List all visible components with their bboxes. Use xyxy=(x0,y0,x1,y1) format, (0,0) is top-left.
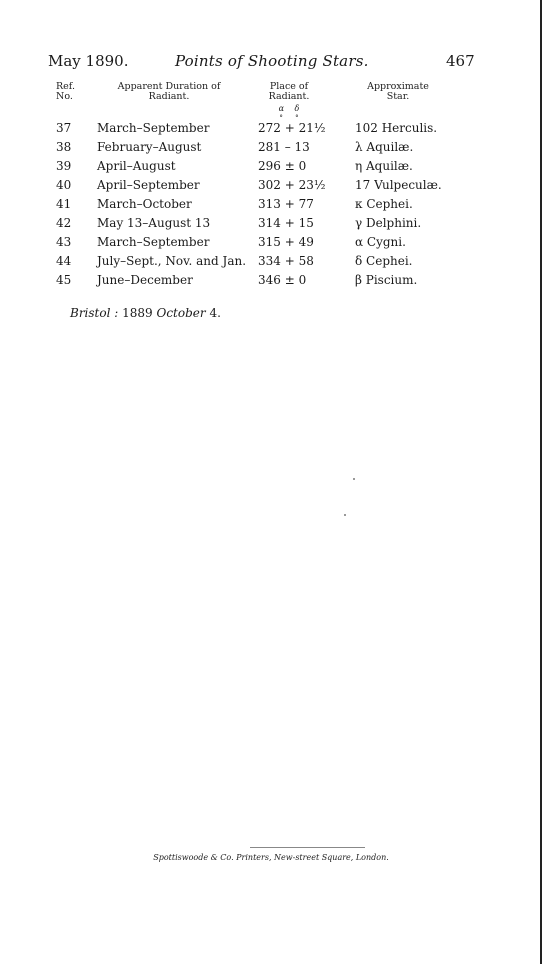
cell-duration: March–September xyxy=(97,121,210,135)
cell-place: 296 ± 0 xyxy=(258,159,307,173)
cell-star: 17 Vulpeculæ. xyxy=(355,178,442,192)
cell-duration: April–August xyxy=(97,159,176,173)
signature-year: 1889 xyxy=(122,306,153,320)
cell-star: κ Cephei. xyxy=(355,197,413,211)
cell-place: 314 + 15 xyxy=(258,216,314,230)
col-header-duration: Apparent Duration of Radiant. xyxy=(117,81,221,102)
table-row xyxy=(0,235,542,254)
table-row xyxy=(0,197,542,216)
col-subheader-degrees: ° ° xyxy=(279,114,299,122)
cell-star: λ Aquilæ. xyxy=(355,140,414,154)
cell-place: 315 + 49 xyxy=(258,235,314,249)
cell-ref: 42 xyxy=(56,216,72,230)
cell-ref: 38 xyxy=(56,140,72,154)
cell-place: 334 + 58 xyxy=(258,254,314,268)
cell-duration: April–September xyxy=(97,178,200,192)
cell-ref: 40 xyxy=(56,178,72,192)
cell-star: α Cygni. xyxy=(355,235,406,249)
col-header-ref: Ref. No. xyxy=(56,81,75,102)
table-row xyxy=(0,121,542,140)
table-row xyxy=(0,178,542,197)
cell-place: 313 + 77 xyxy=(258,197,314,211)
cell-duration: June–December xyxy=(97,273,193,287)
cell-place: 281 – 13 xyxy=(258,140,310,154)
cell-ref: 44 xyxy=(56,254,72,268)
cell-duration: March–September xyxy=(97,235,210,249)
printer-imprint: Spottiswoode & Co. Printers, New-street Square, London. xyxy=(153,853,389,862)
paper-speck xyxy=(353,478,355,480)
cell-ref: 43 xyxy=(56,235,72,249)
cell-star: η Aquilæ. xyxy=(355,159,413,173)
paper-speck xyxy=(344,514,346,516)
table-row xyxy=(0,140,542,159)
cell-ref: 45 xyxy=(56,273,72,287)
table-row xyxy=(0,216,542,235)
cell-star: γ Delphini. xyxy=(355,216,422,230)
col-subheader-alpha-delta: α δ xyxy=(278,104,300,113)
cell-duration: March–October xyxy=(97,197,192,211)
table-row xyxy=(0,254,542,273)
signature-line xyxy=(70,306,221,320)
footer-rule xyxy=(250,847,365,848)
cell-place: 346 ± 0 xyxy=(258,273,307,287)
cell-duration: May 13–August 13 xyxy=(97,216,211,230)
cell-star: δ Cephei. xyxy=(355,254,413,268)
col-header-star: Approximate Star. xyxy=(367,81,429,102)
signature-month: October xyxy=(156,306,206,320)
cell-star: 102 Herculis. xyxy=(355,121,438,135)
page-title: Points of Shooting Stars. xyxy=(175,52,369,70)
col-header-place: Place of Radiant. xyxy=(268,81,310,102)
table-row xyxy=(0,273,542,292)
cell-ref: 41 xyxy=(56,197,72,211)
cell-ref: 37 xyxy=(56,121,72,135)
cell-star: β Piscium. xyxy=(355,273,418,287)
header-date: May 1890. xyxy=(48,52,129,70)
cell-duration: February–August xyxy=(97,140,202,154)
page-number: 467 xyxy=(446,52,475,70)
cell-duration: July–Sept., Nov. and Jan. xyxy=(97,254,247,268)
cell-place: 302 + 23½ xyxy=(258,178,326,192)
table-row xyxy=(0,159,542,178)
signature-day: 4. xyxy=(209,306,221,320)
signature-place: Bristol : xyxy=(70,306,119,320)
cell-place: 272 + 21½ xyxy=(258,121,326,135)
cell-ref: 39 xyxy=(56,159,72,173)
